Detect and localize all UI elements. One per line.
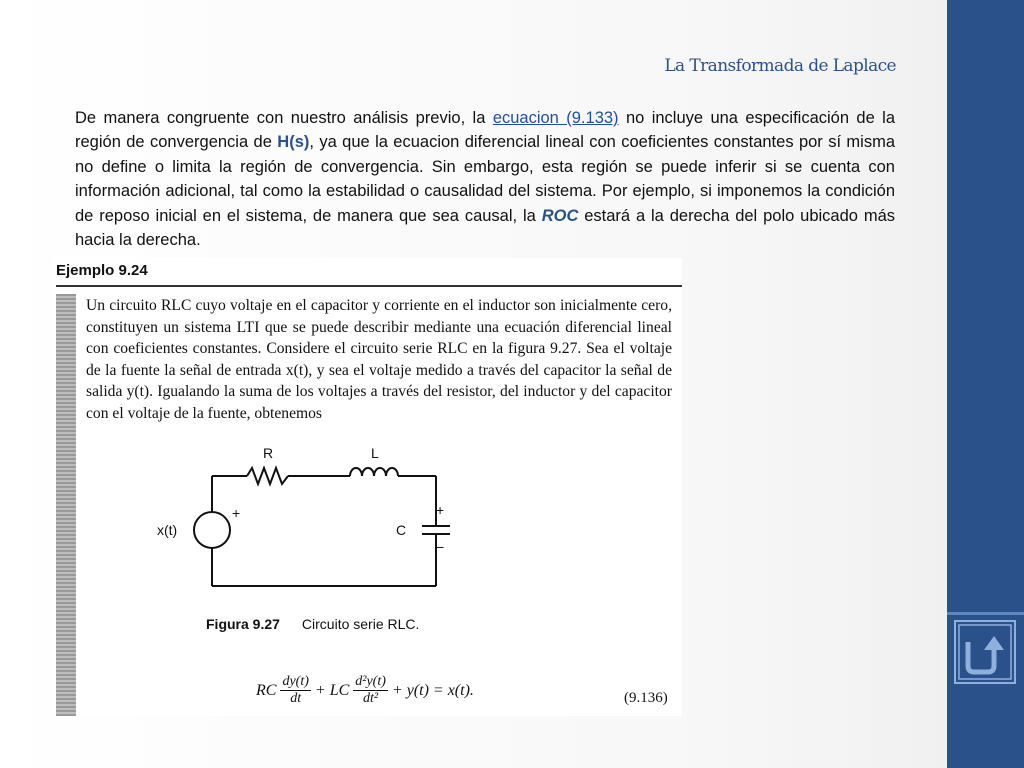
example-text: Un circuito RLC cuyo voltaje en el capacitor y corriente en el inductor son inicialmente cero, constituyen un sistema LTI que se puede describir mediante una ecuación diferencial lineal con coeficientes constantes. Considere el circuito serie RLC en la figura 9.27. Sea el voltaje de la fuente la señal de entrada x(t), y sea el voltaje medido a través del capacitor la señal de salida y(t). Igualando la suma de los voltajes a través del resistor, del inductor y del capacitor con el voltaje de la fuente, obtenemos — [86, 297, 672, 422]
scanned-example — [52, 258, 682, 716]
eq-rest: + y(t) = x(t). — [391, 681, 474, 699]
para-text-4: estará a la derecha del polo ubicado más hacia la derecha. — [75, 206, 895, 250]
equation-number: (9.136) — [624, 690, 668, 706]
eq-fraction-1 — [280, 674, 310, 707]
eq-fraction-2 — [353, 674, 388, 707]
figure-caption — [206, 616, 419, 632]
eq-plus: + — [314, 681, 326, 699]
sidebar-divider — [947, 612, 1024, 615]
equation-9-136 — [256, 674, 474, 707]
resistor-symbol — [247, 468, 288, 484]
voltage-source-symbol — [194, 512, 230, 548]
intro-paragraph — [75, 106, 895, 252]
source-label: x(t) — [157, 522, 178, 538]
eq-f2-den: dt² — [363, 691, 379, 706]
eq-lc: LC — [329, 681, 350, 699]
para-text-1: De manera congruente con nuestro análisis previo, la — [75, 109, 493, 127]
rlc-circuit-diagram — [152, 438, 452, 613]
source-plus: + — [232, 505, 241, 521]
inductor-symbol — [350, 468, 398, 476]
roc-label: ROC — [541, 206, 579, 225]
slide-title: La Transformada de Laplace — [664, 56, 896, 76]
equation-link[interactable]: ecuacion (9.133) — [492, 109, 619, 127]
figure-label: Figura 9.27 — [206, 616, 280, 632]
transfer-function-label: H(s) — [277, 133, 310, 152]
example-title: Ejemplo 9.24 — [56, 262, 148, 279]
output-minus: − — [436, 539, 445, 555]
capacitor-label: C — [396, 522, 407, 538]
eq-rc: RC — [256, 681, 277, 699]
scan-margin-bar — [56, 294, 76, 716]
para-text-3: , ya que la ecuacion diferencial lineal con coeficientes constantes por sí misma no define o limita la región de convergencia. Sin embargo, esta región se puede inferir si se cuenta con información adicional, tal como la estabilidad o causalidad del sistema. Por ejemplo, si imponemos la condición de reposo inicial en el sistema, de manera que sea causal, la — [75, 133, 895, 225]
example-rule — [56, 285, 682, 287]
inductor-label: L — [371, 445, 379, 461]
eq-f1-den: dt — [290, 691, 302, 706]
eq-f1-num: dy(t) — [282, 674, 309, 689]
sidebar — [947, 0, 1024, 768]
para-text-2: no incluye una especificación de la región de convergencia de — [75, 109, 896, 152]
eq-f2-num: d²y(t) — [355, 674, 386, 689]
resistor-label: R — [263, 445, 274, 461]
output-plus: + — [436, 502, 445, 518]
return-button[interactable] — [954, 620, 1016, 684]
figure-caption-text: Circuito serie RLC. — [301, 616, 420, 632]
return-arrow-icon — [954, 620, 1016, 684]
